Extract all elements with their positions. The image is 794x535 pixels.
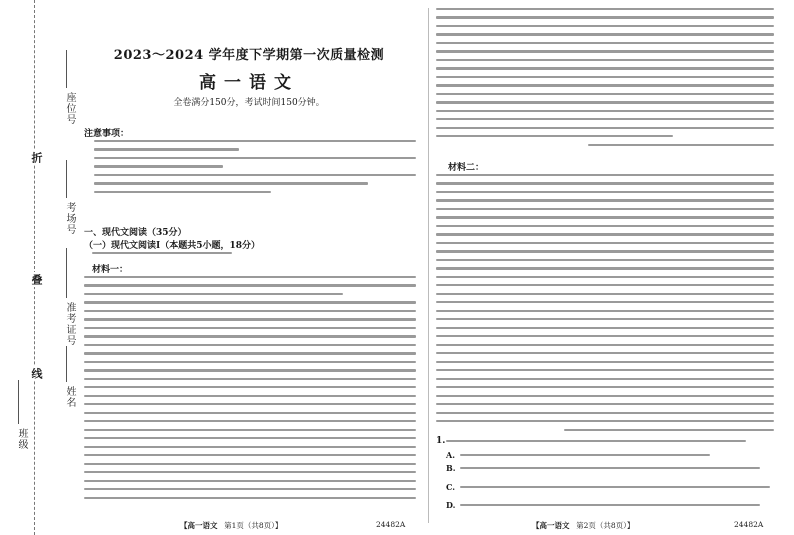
column-divider bbox=[428, 8, 429, 523]
subject-title: 高一语文 bbox=[199, 73, 299, 93]
footer-subject-right bbox=[532, 520, 634, 531]
page-one-column bbox=[84, 0, 418, 535]
material-two-text bbox=[436, 174, 774, 437]
material-one-continued bbox=[436, 8, 774, 152]
name-blank[interactable] bbox=[66, 346, 67, 382]
seat-number-label: 座位号 bbox=[64, 92, 75, 125]
footer-left-label: 【高一语文 bbox=[180, 521, 218, 530]
footer-left-page: 第1页（共8页）】 bbox=[224, 521, 283, 530]
section-one-heading: 一、现代文阅读（35分） bbox=[84, 228, 187, 238]
ticket-number-label: 准考证号 bbox=[64, 302, 75, 346]
footer-right-code: 24482A bbox=[734, 520, 764, 529]
score-line: 全卷满分150分，考试时间150分钟。 bbox=[173, 98, 325, 108]
binding-strip bbox=[0, 0, 80, 535]
page-two-column bbox=[436, 0, 776, 535]
cut-mark-stack: 叠 bbox=[30, 274, 43, 285]
footer-right-label: 【高一语文 bbox=[532, 521, 570, 530]
subsection-one-heading: （一）现代文阅读Ⅰ（本题共5小题，18分） bbox=[84, 241, 260, 251]
notice-text bbox=[94, 140, 416, 199]
option-d-text[interactable] bbox=[460, 504, 760, 512]
cut-mark-fold: 折 bbox=[30, 152, 43, 163]
option-a-label[interactable]: A. bbox=[446, 450, 455, 460]
reading-instruction bbox=[92, 252, 232, 260]
material-two-label: 材料二： bbox=[448, 163, 485, 173]
class-label: 班级 bbox=[16, 428, 27, 450]
notice-heading: 注意事项： bbox=[84, 129, 130, 139]
footer-subject-left bbox=[180, 520, 282, 531]
option-b-label[interactable]: B. bbox=[446, 463, 456, 473]
seat-number-blank[interactable] bbox=[66, 50, 67, 88]
question-one-number: 1. bbox=[436, 436, 446, 446]
exam-title: 2023～2024 学年度下学期第一次质量检测 bbox=[113, 48, 385, 63]
footer-left-code: 24482A bbox=[376, 520, 406, 529]
exam-room-blank[interactable] bbox=[66, 160, 67, 198]
ticket-number-blank[interactable] bbox=[66, 248, 67, 298]
option-c-text[interactable] bbox=[460, 486, 770, 494]
fold-line bbox=[34, 0, 35, 535]
option-b-text[interactable] bbox=[460, 467, 760, 475]
option-d-label[interactable]: D. bbox=[446, 500, 456, 510]
footer-right-page: 第2页（共8页）】 bbox=[576, 521, 635, 530]
material-one-label: 材料一： bbox=[92, 265, 129, 275]
class-blank[interactable] bbox=[18, 380, 19, 424]
option-a-text[interactable] bbox=[460, 454, 710, 462]
name-label: 姓名 bbox=[64, 386, 75, 408]
material-one-text bbox=[84, 276, 416, 505]
option-c-label[interactable]: C. bbox=[446, 482, 456, 492]
exam-room-label: 考场号 bbox=[64, 202, 75, 235]
question-one-stem bbox=[446, 440, 746, 448]
cut-mark-line: 线 bbox=[30, 368, 43, 379]
